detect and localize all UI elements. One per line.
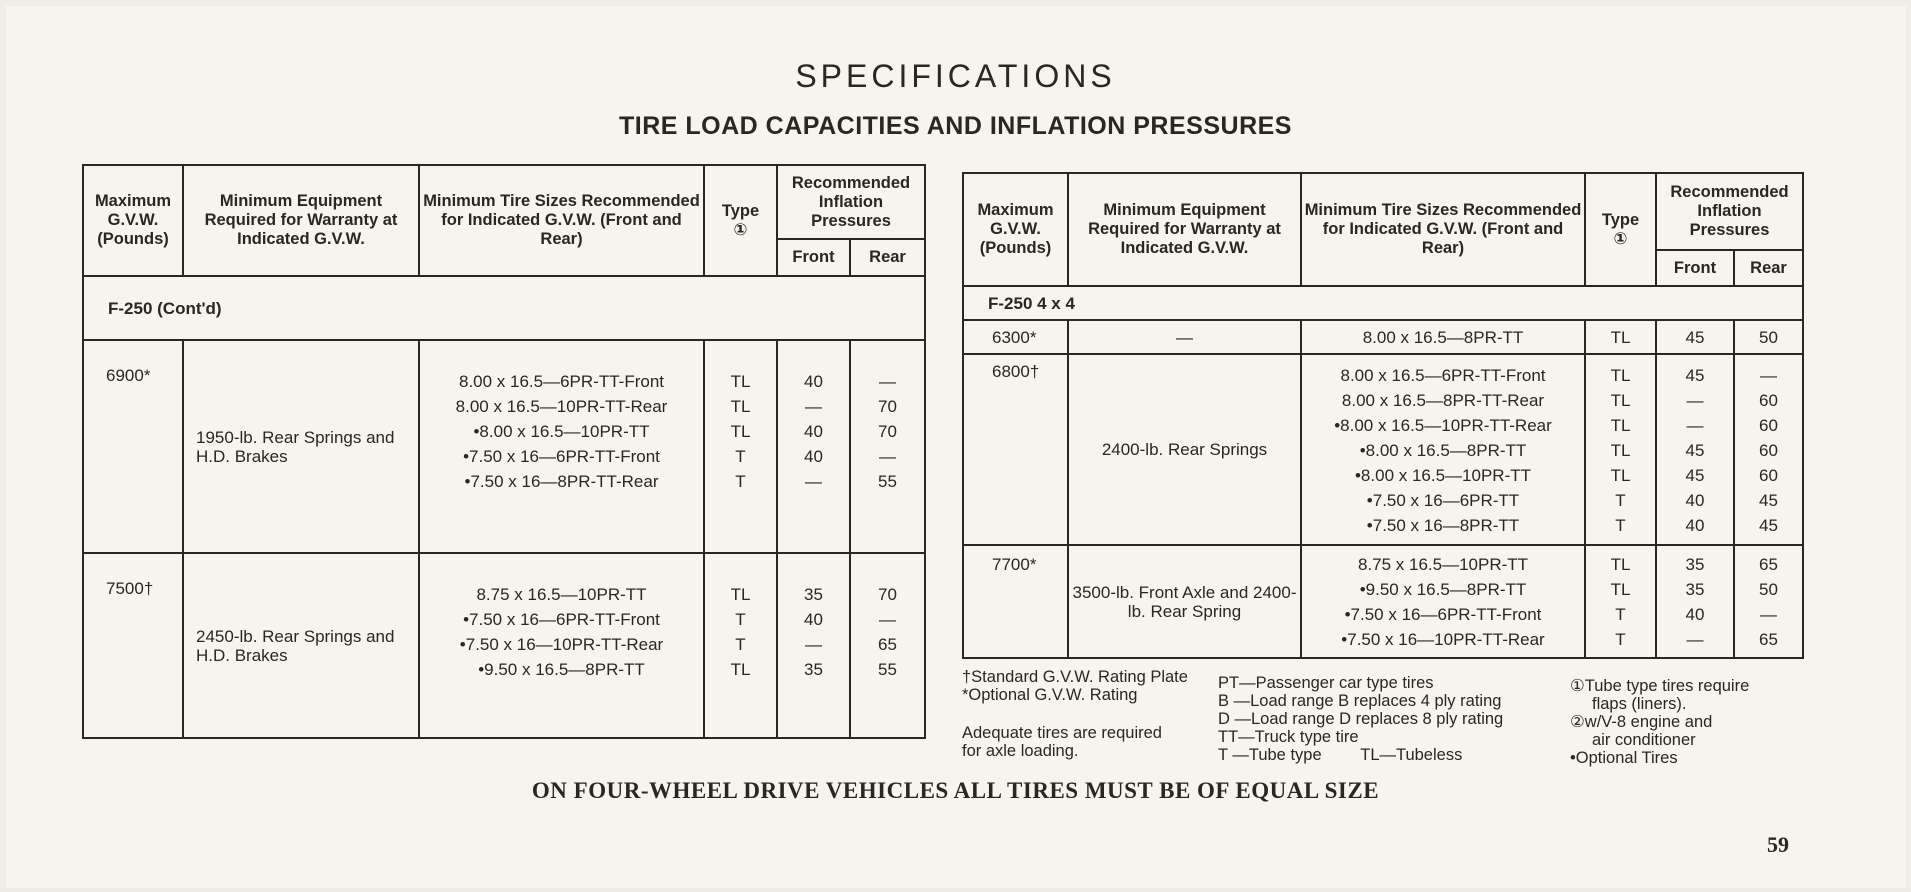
equipment-cell: 2400-lb. Rear Springs bbox=[1068, 354, 1301, 545]
type-line: TL bbox=[1610, 328, 1631, 347]
tire-sizes-cell bbox=[1301, 320, 1585, 354]
footnote-ratings bbox=[962, 668, 1188, 704]
footnote-tube-type: T —Tube type bbox=[1218, 746, 1322, 764]
type-cell bbox=[1585, 354, 1656, 545]
gvw-cell: 6900* bbox=[83, 340, 183, 553]
footnote-adequate-tires bbox=[962, 724, 1162, 760]
header-inflation: Recommended Inflation Pressures bbox=[1656, 173, 1803, 250]
rear-pressure-line: 70 bbox=[878, 585, 897, 604]
tire-sizes-line: •9.50 x 16.5—8PR-TT bbox=[478, 660, 645, 679]
front-pressure-line: 45 bbox=[1685, 441, 1705, 460]
footnote-line: •Optional Tires bbox=[1570, 749, 1678, 767]
rear-pressure-line: — bbox=[1760, 366, 1777, 385]
tire-sizes-cell bbox=[1301, 545, 1585, 658]
gvw-cell: 6800† bbox=[963, 354, 1068, 545]
tire-sizes-line: •8.00 x 16.5—10PR-TT bbox=[473, 422, 650, 441]
rear-pressure-line: — bbox=[1760, 605, 1777, 624]
rear-pressure-line: 60 bbox=[1759, 466, 1778, 485]
front-pressure-line: — bbox=[1686, 416, 1704, 435]
footnote-symbols bbox=[1570, 677, 1749, 767]
header-type bbox=[1585, 173, 1656, 286]
front-pressure-cell bbox=[1656, 320, 1734, 354]
rear-pressure-cell bbox=[1734, 545, 1803, 658]
tire-sizes-cell bbox=[1301, 354, 1585, 545]
tire-sizes-line: 8.00 x 16.5—6PR-TT-Front bbox=[1340, 366, 1546, 385]
equipment-cell: 3500-lb. Front Axle and 2400-lb. Rear Spring bbox=[1068, 545, 1301, 658]
footnote-line: D —Load range D replaces 8 ply rating bbox=[1218, 710, 1504, 728]
section-title: F-250 (Cont'd) bbox=[83, 276, 925, 340]
rear-pressure-line: 45 bbox=[1759, 491, 1778, 510]
four-wheel-drive-note: ON FOUR-WHEEL DRIVE VEHICLES ALL TIRES MUST BE OF EQUAL SIZE bbox=[531, 778, 1380, 803]
footnote-line: for axle loading. bbox=[962, 742, 1079, 760]
type-line: T bbox=[735, 472, 746, 491]
tire-sizes-line: 8.00 x 16.5—8PR-TT-Rear bbox=[1341, 391, 1545, 410]
type-line: TL bbox=[1610, 366, 1631, 385]
front-pressure-line: 40 bbox=[804, 610, 823, 629]
tire-sizes-line: •7.50 x 16—10PR-TT-Rear bbox=[1341, 630, 1545, 649]
tire-sizes-line: 8.00 x 16.5—10PR-TT-Rear bbox=[455, 397, 668, 416]
header-sizes: Minimum Tire Sizes Recommended for Indicated G.V.W. (Front and Rear) bbox=[419, 165, 704, 276]
header-type-note: ① bbox=[1613, 229, 1628, 248]
front-pressure-cell bbox=[777, 553, 850, 738]
front-pressure-line: 45 bbox=[1685, 366, 1705, 385]
footnote-line: *Optional G.V.W. Rating bbox=[962, 686, 1138, 704]
header-sizes: Minimum Tire Sizes Recommended for Indicated G.V.W. (Front and Rear) bbox=[1301, 173, 1585, 286]
equipment-cell: 2450-lb. Rear Springs and H.D. Brakes bbox=[183, 553, 419, 738]
front-pressure-cell bbox=[1656, 545, 1734, 658]
footnote-line bbox=[1218, 746, 1503, 764]
tire-sizes-line: 8.00 x 16.5—6PR-TT-Front bbox=[458, 372, 665, 391]
type-line: T bbox=[735, 610, 746, 629]
header-rear: Rear bbox=[850, 239, 925, 276]
front-pressure-line: 40 bbox=[1685, 491, 1705, 510]
type-cell bbox=[1585, 320, 1656, 354]
tire-sizes-line: •7.50 x 16—6PR-TT bbox=[1366, 491, 1520, 510]
header-inflation: Recommended Inflation Pressures bbox=[777, 165, 925, 239]
type-line: TL bbox=[730, 397, 751, 416]
front-pressure-line: — bbox=[805, 397, 822, 416]
page-number: 59 bbox=[1767, 832, 1789, 857]
tire-sizes-line: •8.00 x 16.5—10PR-TT-Rear bbox=[1334, 416, 1552, 435]
front-pressure-line: 45 bbox=[1685, 328, 1705, 347]
type-line: TL bbox=[1610, 416, 1631, 435]
tire-sizes-line: •7.50 x 16—6PR-TT-Front bbox=[1344, 605, 1542, 624]
front-pressure-cell bbox=[777, 340, 850, 553]
type-cell bbox=[704, 340, 777, 553]
header-equipment: Minimum Equipment Required for Warranty at Indicated G.V.W. bbox=[1068, 173, 1301, 286]
front-pressure-line: 35 bbox=[1685, 555, 1705, 574]
type-line: TL bbox=[730, 422, 751, 441]
rear-pressure-cell bbox=[850, 340, 925, 553]
front-pressure-line: 40 bbox=[1685, 605, 1705, 624]
rear-pressure-line: 55 bbox=[878, 472, 897, 491]
equipment-cell: 1950-lb. Rear Springs and H.D. Brakes bbox=[183, 340, 419, 553]
rear-pressure-line: 70 bbox=[878, 397, 897, 416]
type-line: TL bbox=[1610, 555, 1631, 574]
front-pressure-line: 40 bbox=[1685, 516, 1705, 535]
equipment-cell: — bbox=[1068, 320, 1301, 354]
gvw-cell: 7500† bbox=[83, 553, 183, 738]
header-front: Front bbox=[777, 239, 850, 276]
type-line: TL bbox=[730, 372, 751, 391]
rear-pressure-line: 70 bbox=[878, 422, 897, 441]
rear-pressure-cell bbox=[1734, 320, 1803, 354]
type-line: TL bbox=[1610, 441, 1631, 460]
front-pressure-line: 40 bbox=[804, 447, 823, 466]
front-pressure-line: 35 bbox=[804, 660, 823, 679]
rear-pressure-line: 50 bbox=[1759, 328, 1778, 347]
front-pressure-line: 45 bbox=[1685, 466, 1705, 485]
rear-pressure-line: — bbox=[879, 447, 896, 466]
type-line: T bbox=[1615, 491, 1626, 510]
rear-pressure-line: 50 bbox=[1759, 580, 1778, 599]
left-spec-table bbox=[82, 164, 926, 739]
rear-pressure-line: 60 bbox=[1759, 441, 1778, 460]
gvw-cell: 7700* bbox=[963, 545, 1068, 658]
rear-pressure-line: 65 bbox=[878, 635, 897, 654]
type-cell bbox=[704, 553, 777, 738]
footnote-line: flaps (liners). bbox=[1592, 695, 1687, 713]
tire-sizes-line: 8.75 x 16.5—10PR-TT bbox=[1357, 555, 1529, 574]
header-equipment: Minimum Equipment Required for Warranty at Indicated G.V.W. bbox=[183, 165, 419, 276]
footnote-line: PT—Passenger car type tires bbox=[1218, 674, 1434, 692]
tire-sizes-line: •8.00 x 16.5—8PR-TT bbox=[1359, 441, 1527, 460]
gvw-cell: 6300* bbox=[963, 320, 1068, 354]
type-line: T bbox=[1615, 605, 1626, 624]
front-pressure-line: — bbox=[805, 635, 822, 654]
header-type-label: Type bbox=[721, 201, 760, 220]
front-pressure-line: 35 bbox=[1685, 580, 1705, 599]
tire-sizes-line: 8.00 x 16.5—8PR-TT bbox=[1362, 328, 1524, 347]
rear-pressure-cell bbox=[850, 553, 925, 738]
header-gvw: Maximum G.V.W. (Pounds) bbox=[963, 173, 1068, 286]
rear-pressure-line: 65 bbox=[1759, 555, 1778, 574]
type-line: TL bbox=[1610, 580, 1631, 599]
type-cell bbox=[1585, 545, 1656, 658]
front-pressure-line: — bbox=[1686, 391, 1704, 410]
rear-pressure-line: — bbox=[879, 610, 896, 629]
tire-sizes-line: •8.00 x 16.5—10PR-TT bbox=[1354, 466, 1532, 485]
header-type bbox=[704, 165, 777, 276]
footnote-tubeless: TL—Tubeless bbox=[1360, 746, 1463, 764]
front-pressure-line: 35 bbox=[804, 585, 823, 604]
tire-sizes-cell bbox=[419, 340, 704, 553]
front-pressure-line: — bbox=[805, 472, 822, 491]
header-rear: Rear bbox=[1734, 250, 1803, 286]
type-line: TL bbox=[1610, 466, 1631, 485]
type-line: TL bbox=[730, 660, 751, 679]
tire-sizes-line: •7.50 x 16—8PR-TT bbox=[1366, 516, 1520, 535]
header-gvw: Maximum G.V.W. (Pounds) bbox=[83, 165, 183, 276]
rear-pressure-line: 55 bbox=[878, 660, 897, 679]
tire-sizes-line: •9.50 x 16.5—8PR-TT bbox=[1359, 580, 1527, 599]
rear-pressure-line: — bbox=[879, 372, 896, 391]
footnote-line: ①Tube type tires require bbox=[1570, 677, 1750, 695]
tire-sizes-line: •7.50 x 16—6PR-TT-Front bbox=[463, 447, 660, 466]
page-title: SPECIFICATIONS bbox=[795, 58, 1116, 94]
right-spec-table bbox=[962, 172, 1804, 659]
type-line: TL bbox=[1610, 391, 1631, 410]
front-pressure-line: 40 bbox=[804, 422, 823, 441]
rear-pressure-cell bbox=[1734, 354, 1803, 545]
type-line: T bbox=[1615, 630, 1626, 649]
tire-sizes-line: •7.50 x 16—8PR-TT-Rear bbox=[464, 472, 659, 491]
tire-sizes-line: •7.50 x 16—10PR-TT-Rear bbox=[459, 635, 664, 654]
type-line: T bbox=[1615, 516, 1626, 535]
tire-sizes-line: •7.50 x 16—6PR-TT-Front bbox=[463, 610, 660, 629]
footnote-line: †Standard G.V.W. Rating Plate bbox=[962, 668, 1188, 686]
type-line: T bbox=[735, 635, 746, 654]
rear-pressure-line: 60 bbox=[1759, 416, 1778, 435]
front-pressure-line: — bbox=[1686, 630, 1704, 649]
tire-sizes-cell bbox=[419, 553, 704, 738]
footnote-tire-codes bbox=[1218, 674, 1503, 764]
footnote-line: air conditioner bbox=[1592, 731, 1696, 749]
section-title: F-250 4 x 4 bbox=[963, 286, 1803, 320]
header-type-label: Type bbox=[1601, 210, 1640, 229]
footnote-line: B —Load range B replaces 4 ply rating bbox=[1218, 692, 1502, 710]
front-pressure-line: 40 bbox=[804, 372, 823, 391]
tire-sizes-line: 8.75 x 16.5—10PR-TT bbox=[476, 585, 647, 604]
rear-pressure-line: 65 bbox=[1759, 630, 1778, 649]
rear-pressure-line: 45 bbox=[1759, 516, 1778, 535]
header-front: Front bbox=[1656, 250, 1734, 286]
footnote-line: ②w/V-8 engine and bbox=[1570, 713, 1713, 731]
front-pressure-cell bbox=[1656, 354, 1734, 545]
type-line: TL bbox=[730, 585, 751, 604]
type-line: T bbox=[735, 447, 746, 466]
header-type-note: ① bbox=[733, 220, 748, 239]
page-subtitle: TIRE LOAD CAPACITIES AND INFLATION PRESSURES bbox=[619, 112, 1292, 140]
footnote-line: TT—Truck type tire bbox=[1218, 728, 1359, 746]
footnote-line: Adequate tires are required bbox=[962, 724, 1162, 742]
rear-pressure-line: 60 bbox=[1759, 391, 1778, 410]
